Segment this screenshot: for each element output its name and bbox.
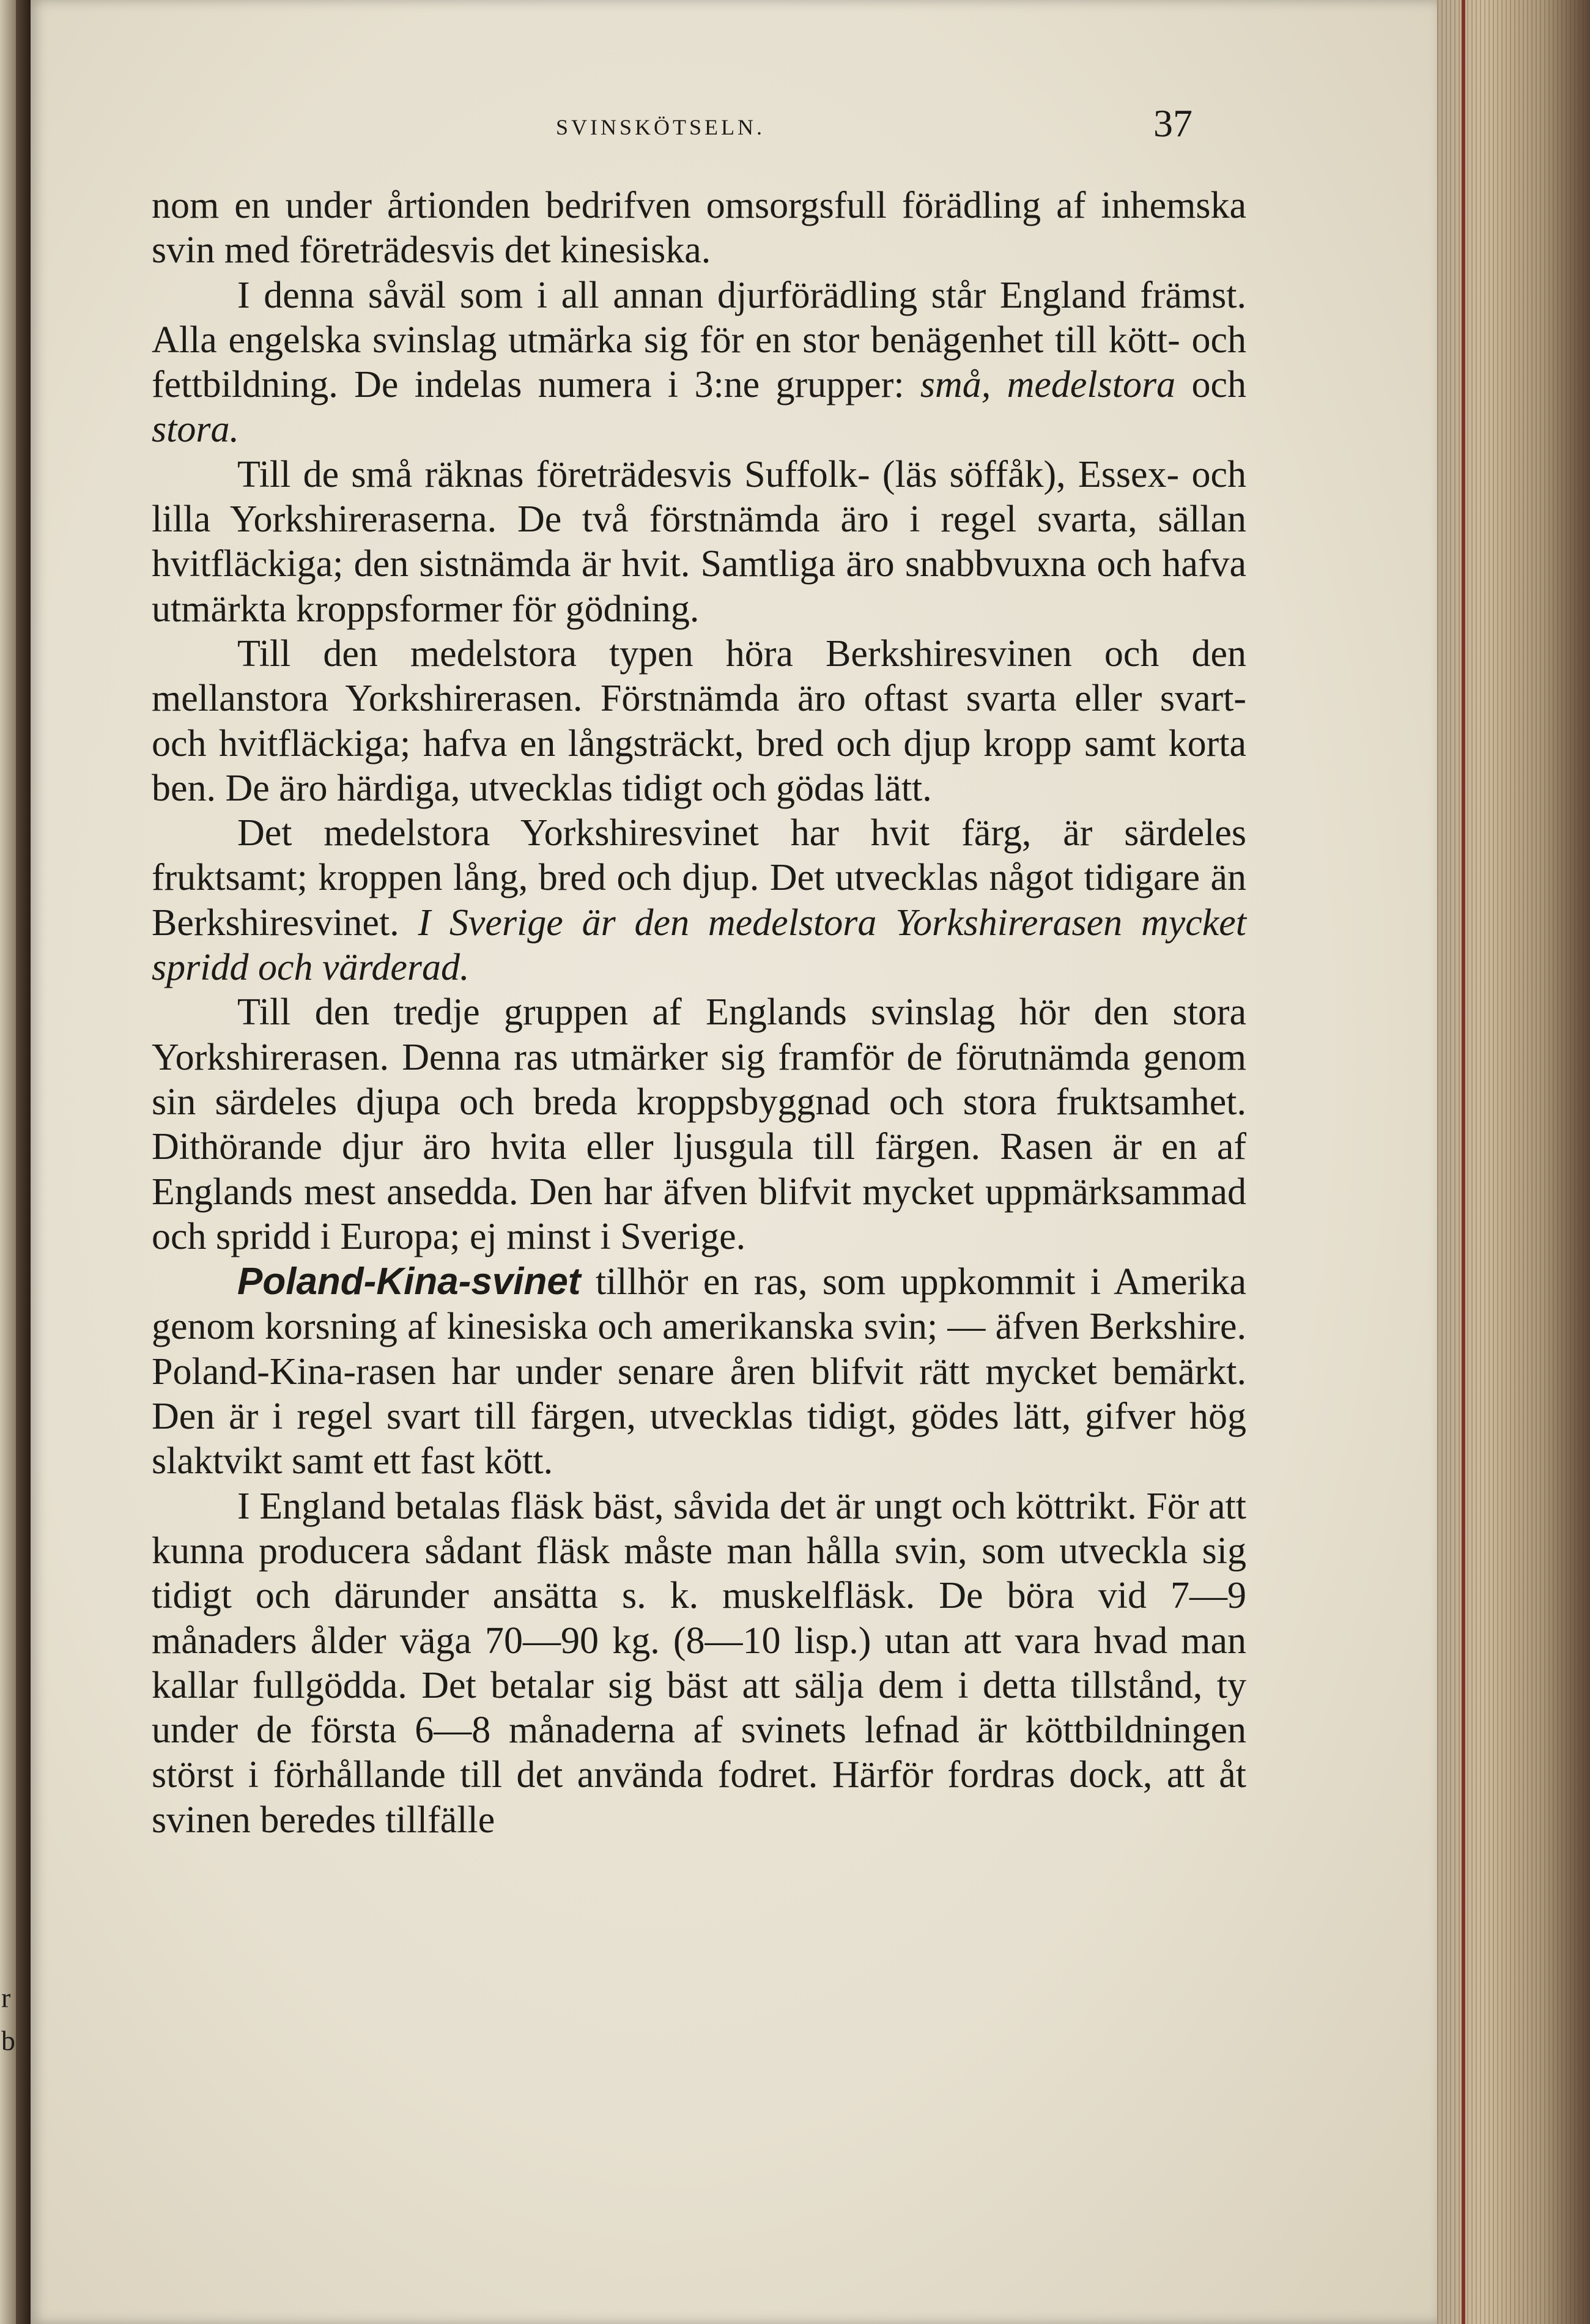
italic-run: I Sverige är den medelstora Yorkshirerasen mycket spridd och värderad.: [152, 901, 1246, 989]
paragraph: [152, 453, 1246, 632]
margin-mark-b: b: [1, 2025, 15, 2056]
text-run: Till den medelstora typen höra Berkshiresvinen och den mellanstora Yorkshirerasen. Förstnämda äro oftast svarta eller svart- och hvitfläckiga; hafva en långsträckt, bred och djup kropp samt korta ben. De äro härdiga, utvecklas tidigt och gödas lätt.: [152, 632, 1246, 809]
page-number: 37: [1153, 102, 1192, 145]
paragraph: [152, 632, 1246, 811]
text-run: nom en under årtionden bedrifven omsorgsfull förädling af inhemska svin med företrädesvis det kinesiska.: [152, 185, 1246, 272]
text-run: Till den tredje gruppen af Englands svinslag hör den stora Yorkshirerasen. Denna ras utmärker sig framför de förutnämda genom sin särdeles djupa och breda kroppsbyggnad och stora fruktsamhet. Dithörande djur äro hvita eller ljusgula till färgen. Rasen är en af Englands mest ansedda. Den har äfven blifvit mycket uppmärksammad och spridd i Europa; ej minst i Sverige.: [152, 991, 1246, 1257]
previous-page-edge: [0, 0, 16, 2324]
text-run: Det medelstora Yorkshiresvinet har hvit färg, är särdeles fruktsamt; kroppen lång, bred och djup. Det utvecklas något tidigare än Berkshiresvinet.: [152, 812, 1246, 944]
fore-edge-red-line: [1462, 0, 1465, 2324]
term-heading: Poland-Kina-svinet: [237, 1260, 581, 1303]
paragraph: [152, 990, 1246, 1259]
margin-mark-r: r: [1, 1982, 11, 2013]
text-run: och: [1175, 364, 1246, 406]
paragraph: [152, 273, 1246, 453]
italic-run: små, medelstora: [920, 364, 1176, 406]
paragraph: [152, 1484, 1246, 1843]
page-block-edge: [1437, 0, 1590, 2324]
running-title: SVINSKÖTSELN.: [555, 115, 765, 139]
running-head: [128, 101, 1192, 150]
paragraph: [152, 1259, 1246, 1484]
paragraph: [152, 183, 1246, 273]
paragraph: [152, 811, 1246, 990]
text-run: I England betalas fläsk bäst, såvida det är ungt och köttrikt. För att kunna producera sådant fläsk måste man hålla svin, som utveckla sig tidigt och därunder ansätta s. k. muskelfläsk. De böra vid 7—9 månaders ålder väga 70—90 kg. (8—10 lisp.) utan att vara hvad man kallar fullgödda. Det betalar sig bäst att sälja dem i detta tillstånd, ty under de första 6—8 månaderna af svinets lefnad är köttbildningen störst i förhållande till det använda fodret. Härför fordras dock, att åt svinen beredes tillfälle: [152, 1485, 1246, 1841]
text-run: tillhör en ras, som uppkommit i Amerika genom korsning af kinesiska och amerikanska svin; — äfven Berkshire. Poland-Kina-rasen har under senare åren blifvit rätt mycket bemärkt. Den är i regel svart till färgen, utvecklas tidigt, gödes lätt, gifver hög slaktvikt samt ett fast kött.: [152, 1261, 1246, 1482]
italic-run: stora.: [152, 409, 239, 451]
body-text: [152, 183, 1246, 1843]
book-spine: [0, 0, 31, 2324]
text-run: I denna såväl som i all annan djurförädling står England främst. Alla engelska svinslag utmärka sig för en stor benägenhet till kött- och fettbildning. De indelas numera i 3:ne grupper:: [152, 274, 1246, 406]
text-run: Till de små räknas företrädesvis Suffolk- (läs söffåk), Essex- och lilla Yorkshireraserna. De två förstnämda äro i regel svarta, sällan hvitfläckiga; den sistnämda är hvit. Samtliga äro snabbvuxna och hafva utmärkta kroppsformer för gödning.: [152, 453, 1246, 630]
